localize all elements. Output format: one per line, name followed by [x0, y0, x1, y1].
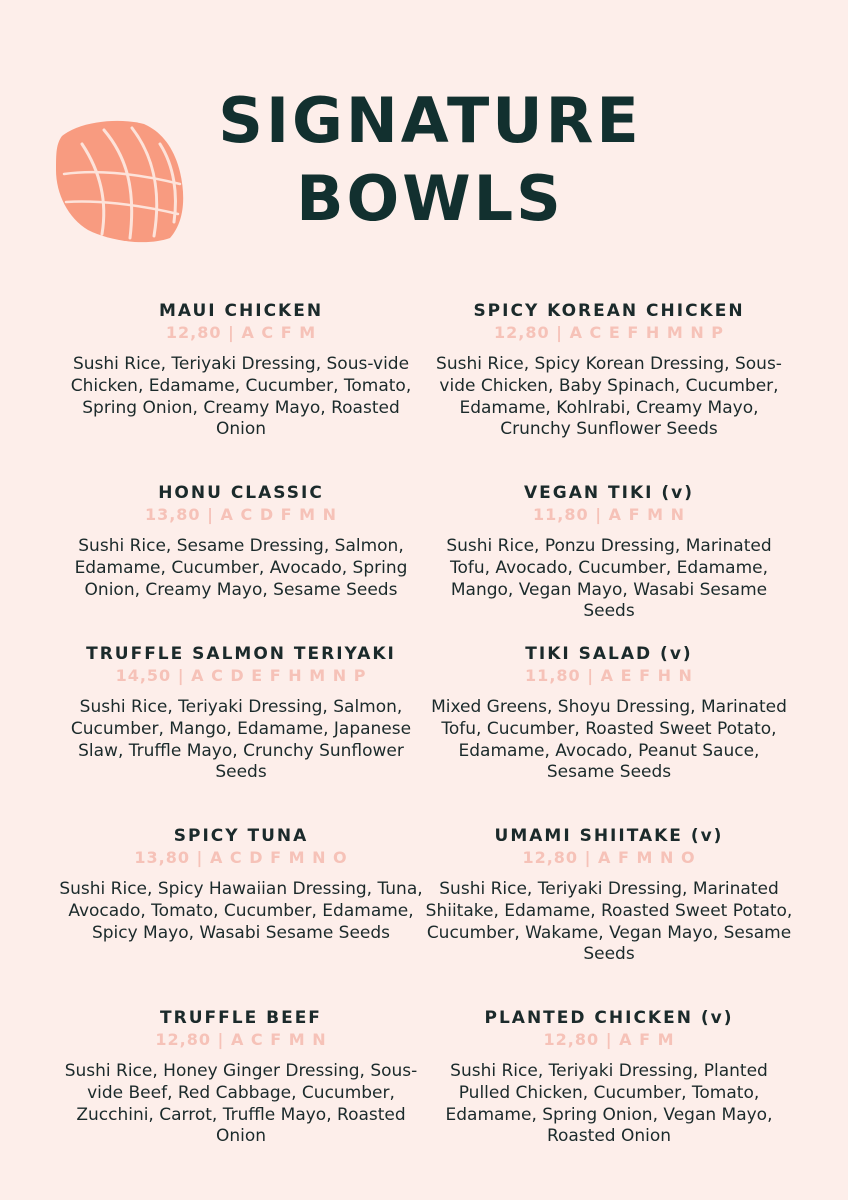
item-price: 11,80 | A F M N: [533, 505, 685, 524]
item-price: 12,80 | A C F M N: [155, 1030, 327, 1049]
item-description: Mixed Greens, Shoyu Dressing, Marinated Tofu, Cucumber, Roasted Sweet Potato, Edamame, Avocado, Peanut Sauce, Sesame Seeds: [431, 697, 787, 783]
item-name: PLANTED CHICKEN (v): [484, 1008, 734, 1028]
item-description: Sushi Rice, Teriyaki Dressing, Planted Pulled Chicken, Cucumber, Tomato, Edamame, Spring Onion, Vegan Mayo, Roasted Onion: [445, 1061, 773, 1147]
item-description: Sushi Rice, Sesame Dressing, Salmon, Edamame, Cucumber, Avocado, Spring Onion, Creamy Mayo, Sesame Seeds: [74, 536, 408, 600]
item-price: 12,80 | A C E F H M N P: [494, 323, 724, 342]
title-line-2: BOWLS: [296, 162, 564, 235]
item-description: Sushi Rice, Teriyaki Dressing, Marinated Shiitake, Edamame, Roasted Sweet Potato, Cucumber, Wakame, Vegan Mayo, Sesame Seeds: [425, 879, 793, 965]
item-description: Sushi Rice, Spicy Korean Dressing, Sous-vide Chicken, Baby Spinach, Cucumber, Edamame, Kohlrabi, Creamy Mayo, Crunchy Sunflower Seeds: [436, 354, 782, 440]
item-name: HONU CLASSIC: [158, 483, 324, 503]
menu-item: [56, 643, 426, 784]
item-description: Sushi Rice, Teriyaki Dressing, Salmon, Cucumber, Mango, Edamame, Japanese Slaw, Truffle Mayo, Crunchy Sunflower Seeds: [70, 697, 412, 783]
title-line-1: SIGNATURE: [218, 84, 642, 157]
menu-item: [424, 825, 794, 966]
item-name: TRUFFLE SALMON TERIYAKI: [86, 644, 396, 664]
page-title: [200, 82, 660, 238]
menu-item: [424, 482, 794, 623]
item-price: 11,80 | A E F H N: [525, 666, 693, 685]
item-description: Sushi Rice, Teriyaki Dressing, Sous-vide Chicken, Edamame, Cucumber, Tomato, Spring Onion, Creamy Mayo, Roasted Onion: [70, 354, 412, 440]
item-price: 14,50 | A C D E F H M N P: [115, 666, 367, 685]
item-price: 12,80 | A F M N O: [522, 848, 696, 867]
menu-item: [56, 300, 426, 441]
item-name: SPICY TUNA: [173, 826, 309, 846]
item-description: Sushi Rice, Honey Ginger Dressing, Sous-vide Beef, Red Cabbage, Cucumber, Zucchini, Carrot, Truffle Mayo, Roasted Onion: [64, 1061, 418, 1147]
menu-item: [424, 643, 794, 784]
item-name: TRUFFLE BEEF: [160, 1008, 322, 1028]
item-name: VEGAN TIKI (v): [524, 483, 694, 503]
item-name: MAUI CHICKEN: [158, 301, 324, 321]
salmon-fillet-icon: [52, 118, 188, 246]
item-name: UMAMI SHIITAKE (v): [494, 826, 724, 846]
menu-item: [424, 1007, 794, 1148]
item-price: 12,80 | A C F M: [165, 323, 317, 342]
item-description: Sushi Rice, Spicy Hawaiian Dressing, Tuna, Avocado, Tomato, Cucumber, Edamame, Spicy Mayo, Wasabi Sesame Seeds: [59, 879, 423, 943]
menu-item: [56, 825, 426, 944]
menu-item: [56, 1007, 426, 1148]
item-price: 12,80 | A F M: [543, 1030, 675, 1049]
item-description: Sushi Rice, Ponzu Dressing, Marinated Tofu, Avocado, Cucumber, Edamame, Mango, Vegan Mayo, Wasabi Sesame Seeds: [446, 536, 772, 622]
item-price: 13,80 | A C D F M N O: [134, 848, 348, 867]
menu-item: [56, 482, 426, 601]
item-price: 13,80 | A C D F M N: [144, 505, 338, 524]
item-name: SPICY KOREAN CHICKEN: [473, 301, 745, 321]
item-name: TIKI SALAD (v): [525, 644, 693, 664]
menu-item: [424, 300, 794, 441]
